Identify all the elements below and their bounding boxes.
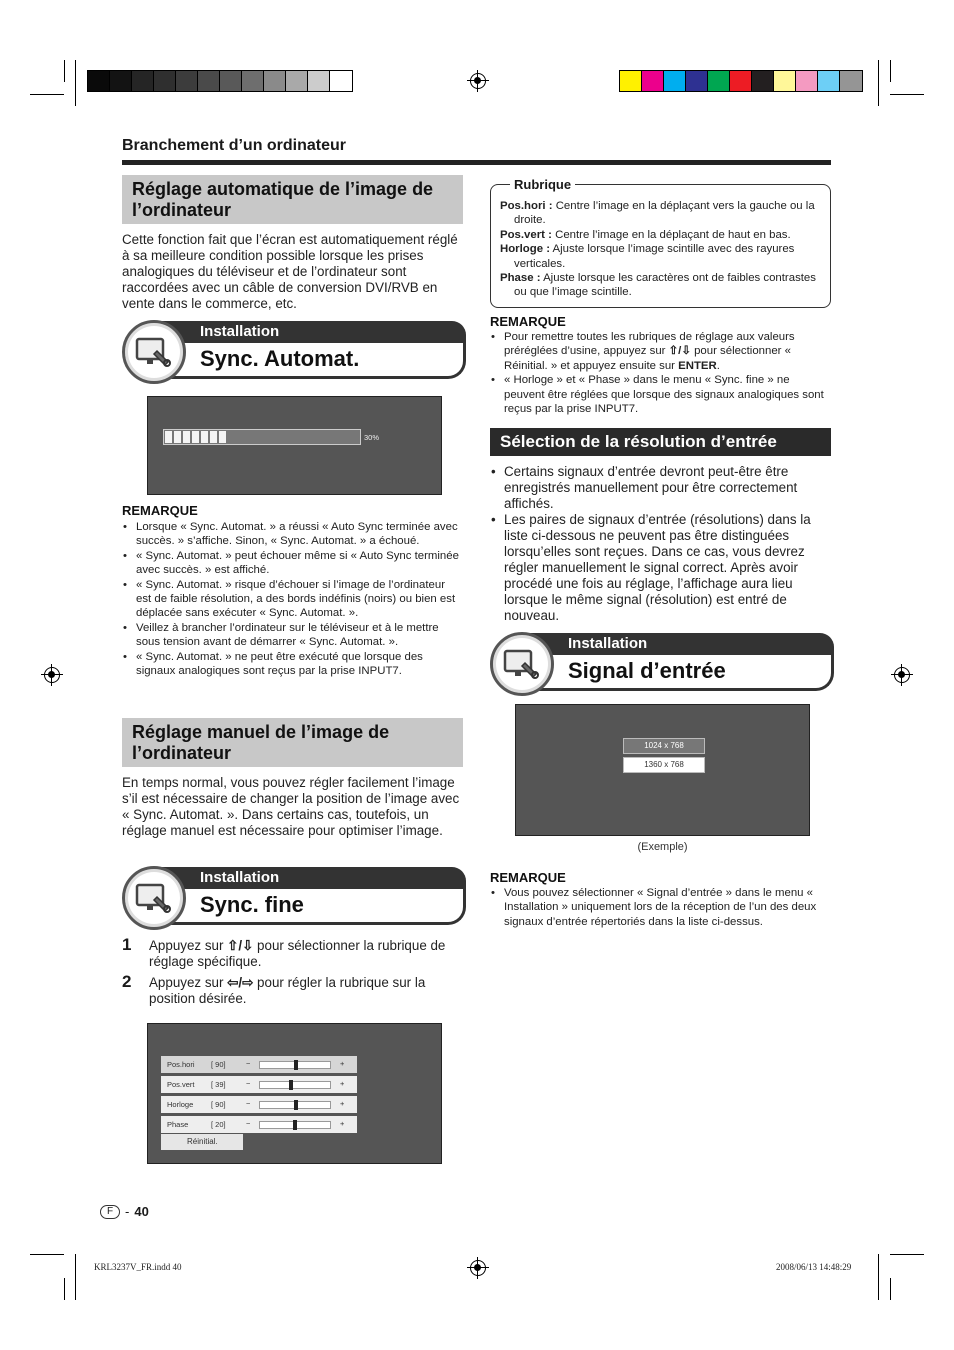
step-number: 1 bbox=[122, 935, 132, 954]
crop-mark bbox=[878, 60, 879, 106]
progress-segment bbox=[201, 431, 208, 443]
banner-title: Signal d’entrée bbox=[520, 655, 834, 691]
list-item: Horloge : Ajuste lorsque l’image scintille avec des rayures verticales. bbox=[500, 243, 795, 270]
progress-segment bbox=[192, 431, 199, 443]
crop-mark bbox=[30, 94, 64, 95]
language-badge: F bbox=[100, 1205, 120, 1219]
registration-mark-icon bbox=[470, 73, 486, 89]
minus-icon[interactable]: − bbox=[246, 1119, 251, 1128]
step-text: Appuyez sur ⇦/⇨ pour régler la rubrique sur la position désirée. bbox=[149, 975, 426, 1006]
adjust-slider[interactable] bbox=[259, 1101, 331, 1109]
banner-sync-automat bbox=[122, 320, 466, 384]
note-title: REMARQUE bbox=[490, 314, 566, 329]
adjust-name: Pos.vert bbox=[167, 1080, 195, 1089]
registration-mark-icon bbox=[894, 667, 910, 683]
minus-icon[interactable]: − bbox=[246, 1059, 251, 1068]
slider-knob[interactable] bbox=[293, 1120, 297, 1130]
up-down-arrow-icon: ⇧/⇩ bbox=[227, 938, 254, 953]
resolution-list bbox=[490, 464, 830, 624]
list-item: • Veillez à brancher l’ordinateur sur le téléviseur et à le mettre sous tension avant de démarrer « Sync. Automat. ». bbox=[122, 621, 462, 650]
footer-timestamp: 2008/06/13 14:48:29 bbox=[776, 1262, 852, 1272]
rubrique-list bbox=[500, 199, 824, 300]
adjust-row[interactable] bbox=[161, 1116, 357, 1133]
list-item: Phase : Ajuste lorsque les caractères ont de faibles contrastes ou que l’image scintille. bbox=[500, 272, 816, 299]
adjust-value: [ 90] bbox=[211, 1060, 226, 1069]
adjust-slider[interactable] bbox=[259, 1121, 331, 1129]
plus-icon[interactable]: + bbox=[340, 1119, 345, 1128]
example-caption: (Exemple) bbox=[637, 841, 688, 853]
banner-category: Installation bbox=[520, 633, 834, 655]
progress-segment bbox=[219, 431, 226, 443]
color-swatch bbox=[88, 71, 110, 91]
color-swatch bbox=[154, 71, 176, 91]
color-swatch bbox=[286, 71, 308, 91]
color-swatch bbox=[242, 71, 264, 91]
color-swatch bbox=[840, 71, 862, 91]
adjust-row[interactable] bbox=[161, 1056, 357, 1073]
color-swatch bbox=[752, 71, 774, 91]
header-rule bbox=[122, 160, 831, 165]
auto-adjust-body: Cette fonction fait que l’écran est automatiquement réglé à sa meilleure condition possible lorsque les prises analogiques du téléviseur et de l’ordinateur sont raccordées avec un câble de conversion DVI/RVB en vente dans le commerce, etc. bbox=[122, 232, 458, 311]
color-swatch bbox=[686, 71, 708, 91]
crop-mark bbox=[75, 1254, 76, 1300]
color-swatch bbox=[110, 71, 132, 91]
minus-icon[interactable]: − bbox=[246, 1079, 251, 1088]
plus-icon[interactable]: + bbox=[340, 1059, 345, 1068]
footer-file: KRL3237V_FR.indd 40 bbox=[94, 1262, 182, 1272]
rubrique-legend: Rubrique bbox=[510, 177, 575, 192]
crop-mark bbox=[890, 1278, 891, 1300]
crop-mark bbox=[878, 1254, 879, 1300]
crop-mark bbox=[890, 60, 891, 82]
progress-segment bbox=[165, 431, 172, 443]
plus-icon[interactable]: + bbox=[340, 1099, 345, 1108]
banner-signal-entree bbox=[490, 632, 834, 696]
banner-title: Sync. Automat. bbox=[152, 343, 466, 379]
color-swatch bbox=[330, 71, 352, 91]
color-swatch bbox=[308, 71, 330, 91]
crop-mark bbox=[890, 1254, 924, 1255]
adjust-value: [ 20] bbox=[211, 1120, 226, 1129]
adjust-value: [ 90] bbox=[211, 1100, 226, 1109]
list-item: Pos.hori : Centre l’image en la déplaçant vers la gauche ou la droite. bbox=[500, 200, 815, 227]
sync-automat-screen bbox=[147, 396, 442, 495]
manual-adjust-heading: Réglage manuel de l’image de l’ordinateur bbox=[122, 718, 463, 767]
slider-knob[interactable] bbox=[294, 1100, 298, 1110]
slider-knob[interactable] bbox=[294, 1060, 298, 1070]
color-swatch bbox=[264, 71, 286, 91]
step-text: Appuyez sur ⇧/⇩ pour sélectionner la rubrique de réglage spécifique. bbox=[149, 938, 446, 969]
color-swatch bbox=[774, 71, 796, 91]
color-calibration-bar bbox=[619, 70, 863, 92]
resolution-heading: Sélection de la résolution d’entrée bbox=[490, 428, 831, 456]
gray-calibration-bar bbox=[87, 70, 353, 92]
crop-mark bbox=[64, 1278, 65, 1300]
note-title: REMARQUE bbox=[122, 503, 198, 518]
color-swatch bbox=[796, 71, 818, 91]
adjust-slider[interactable] bbox=[259, 1061, 331, 1069]
color-swatch bbox=[620, 71, 642, 91]
list-item: • Vous pouvez sélectionner « Signal d’entrée » dans le menu « Installation » uniquement lors de la réception de l’un des deux signaux d’entrée répertoriés dans la liste ci-dessus. bbox=[490, 886, 830, 929]
note-list bbox=[122, 520, 462, 678]
adjust-row[interactable] bbox=[161, 1096, 357, 1113]
crop-mark bbox=[64, 60, 65, 82]
resolution-option[interactable]: 1024 x 768 bbox=[623, 738, 705, 754]
resolution-option[interactable]: 1360 x 768 bbox=[623, 757, 705, 773]
progress-label: 30% bbox=[364, 433, 380, 442]
list-item: • « Sync. Automat. » peut échouer même si « Auto Sync terminée avec succès. » est affiché. bbox=[122, 549, 462, 578]
crop-mark bbox=[890, 94, 924, 95]
list-item: • Lorsque « Sync. Automat. » a réussi « Auto Sync terminée avec succès. » s’affiche. Sinon, « Sync. Automat. » a échoué. bbox=[122, 520, 462, 549]
list-item: • « Sync. Automat. » risque d’échouer si l’image de l’ordinateur est de faible résolution, a des bords indéfinis (noirs) ou bien est déplacée sans exécuter « Sync. Automat. ». bbox=[122, 578, 462, 621]
color-swatch bbox=[708, 71, 730, 91]
banner-title: Sync. fine bbox=[152, 889, 466, 925]
page-dash: - bbox=[125, 1204, 130, 1219]
page-number bbox=[100, 1204, 149, 1219]
auto-adjust-heading: Réglage automatique de l’image de l’ordinateur bbox=[122, 175, 463, 224]
registration-mark-icon bbox=[44, 667, 60, 683]
banner-sync-fine bbox=[122, 866, 466, 930]
progress-bar bbox=[163, 429, 361, 445]
minus-icon[interactable]: − bbox=[246, 1099, 251, 1108]
up-down-arrow-icon: ⇧/⇩ bbox=[668, 345, 691, 358]
note-list bbox=[490, 886, 830, 929]
list-item: • Les paires de signaux d’entrée (résolutions) dans la liste ci-dessous ne peuvent pas être distinguées lorsqu’elles sont reçues. Dans ce cas, vous devrez régler manuellement le signal correct. Après avoir procédé une fois au réglage, l’affichage aura lieu lorsque le même signal (résolution) est entré de nouveau. bbox=[490, 512, 830, 624]
list-item: • « Horloge » et « Phase » dans le menu « Sync. fine » ne peuvent être réglées que lorsque des signaux analogiques sont reçus par la prise INPUT7. bbox=[490, 373, 830, 416]
color-swatch bbox=[818, 71, 840, 91]
color-swatch bbox=[730, 71, 752, 91]
signal-screen bbox=[515, 704, 810, 836]
slider-knob[interactable] bbox=[289, 1080, 293, 1090]
sync-fine-screen bbox=[147, 1023, 442, 1164]
note-list bbox=[490, 330, 830, 416]
section-header: Branchement d’un ordinateur bbox=[122, 137, 347, 154]
color-swatch bbox=[220, 71, 242, 91]
progress-segment bbox=[210, 431, 217, 443]
adjust-name: Pos.hori bbox=[167, 1060, 195, 1069]
manual-adjust-body: En temps normal, vous pouvez régler facilement l’image s’il est nécessaire de changer la position de l’image avec « Sync. Automat. ». Dans certains cas, toutefois, un réglage manuel est nécessaire pour optimiser l’image. bbox=[122, 775, 460, 838]
list-item: • Pour remettre toutes les rubriques de réglage aux valeurs préréglées d’usine, appuyez sur ⇧/⇩ pour sélectionner « Réinitial. » et appuyez ensuite sur ENTER. bbox=[490, 330, 830, 373]
note-title: REMARQUE bbox=[490, 870, 566, 885]
color-swatch bbox=[176, 71, 198, 91]
installation-icon bbox=[122, 320, 186, 384]
banner-category: Installation bbox=[152, 867, 466, 889]
list-item: • « Sync. Automat. » ne peut être exécuté que lorsque des signaux analogiques sont reçus par la prise INPUT7. bbox=[122, 650, 462, 679]
progress-segment bbox=[183, 431, 190, 443]
color-swatch bbox=[132, 71, 154, 91]
list-item: • Certains signaux d’entrée devront peut-être être enregistrés manuellement pour être correctement affichés. bbox=[490, 464, 830, 512]
reset-button[interactable]: Réinitial. bbox=[161, 1134, 243, 1150]
adjust-name: Phase bbox=[167, 1120, 189, 1129]
crop-mark bbox=[30, 1254, 64, 1255]
page-number-value: 40 bbox=[134, 1204, 149, 1219]
color-swatch bbox=[642, 71, 664, 91]
plus-icon[interactable]: + bbox=[340, 1079, 345, 1088]
installation-icon bbox=[122, 866, 186, 930]
color-swatch bbox=[198, 71, 220, 91]
color-swatch bbox=[664, 71, 686, 91]
installation-icon bbox=[490, 632, 554, 696]
adjust-name: Horloge bbox=[167, 1100, 194, 1109]
adjust-row[interactable] bbox=[161, 1076, 357, 1093]
left-right-arrow-icon: ⇦/⇨ bbox=[227, 975, 254, 990]
crop-mark bbox=[75, 60, 76, 106]
list-item: Pos.vert : Centre l’image en la déplaçant de haut en bas. bbox=[500, 228, 791, 241]
step-number: 2 bbox=[122, 972, 132, 991]
progress-segment bbox=[174, 431, 181, 443]
adjust-value: [ 39] bbox=[211, 1080, 226, 1089]
banner-category: Installation bbox=[152, 321, 466, 343]
registration-mark-icon bbox=[470, 1260, 486, 1276]
adjust-slider[interactable] bbox=[259, 1081, 331, 1089]
